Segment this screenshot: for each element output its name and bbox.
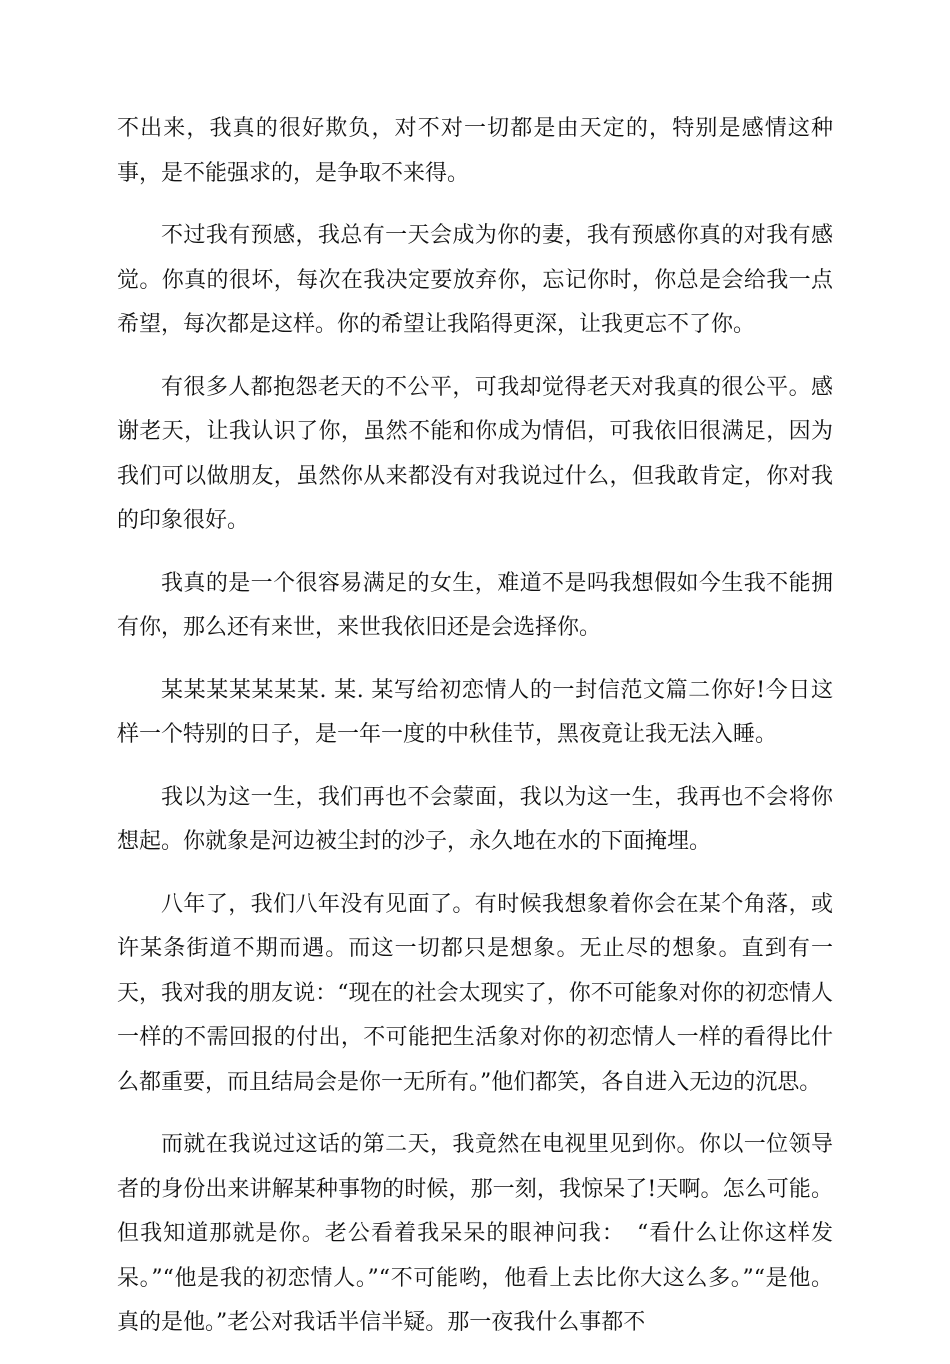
document-body [117, 107, 833, 1364]
paragraph-7: 八年了，我们八年没有见面了。有时候我想象着你会在某个角落，或许某条街道不期而遇。而这一切都只是想象。无止尽的想象。直到有一天，我对我的朋友说：“现在的社会太现实了，你不可能象对你的初恋情人一样的不需回报的付出，不可能把生活象对你的初恋情人一样的看得比什么都重要，而且结局会是你一无所有。”他们都笑，各自进入无边的沉思。 [117, 891, 833, 1095]
paragraph-2: 不过我有预感，我总有一天会成为你的妻，我有预感你真的对我有感觉。你真的很坏，每次在我决定要放弃你，忘记你时，你总是会给我一点希望，每次都是这样。你的希望让我陷得更深，让我更忘不了你。 [117, 223, 833, 337]
paragraph-5: 某某某某某某某. 某. 某写给初恋情人的一封信范文篇二你好!今日这样一个特别的日子，是一年一度的中秋佳节，黑夜竟让我无法入睡。 [117, 677, 833, 747]
paragraph-1: 不出来，我真的很好欺负，对不对一切都是由天定的，特别是感情这种事，是不能强求的，是争取不来得。 [117, 116, 833, 186]
paragraph-6: 我以为这一生，我们再也不会蒙面，我以为这一生，我再也不会将你想起。你就象是河边被尘封的沙子，永久地在水的下面掩埋。 [117, 784, 833, 854]
paragraph-4: 我真的是一个很容易满足的女生，难道不是吗我想假如今生我不能拥有你，那么还有来世，来世我依旧还是会选择你。 [117, 570, 833, 640]
paragraph-3: 有很多人都抱怨老天的不公平，可我却觉得老天对我真的很公平。感谢老天，让我认识了你，虽然不能和你成为情侣，可我依旧很满足，因为我们可以做朋友，虽然你从来都没有对我说过什么，但我敢肯定，你对我的印象很好。 [117, 374, 833, 533]
paragraph-8: 而就在我说过这话的第二天，我竟然在电视里见到你。你以一位领导者的身份出来讲解某种事物的时候，那一刻，我惊呆了!天啊。怎么可能。但我知道那就是你。老公看着我呆呆的眼神问我： “看什么让你这样发呆。”“他是我的初恋情人。”“不可能哟，他看上去比你大这么多。”“是他。真的是他。”老公对我话半信半疑。那一夜我什么事都不 [117, 1132, 833, 1335]
